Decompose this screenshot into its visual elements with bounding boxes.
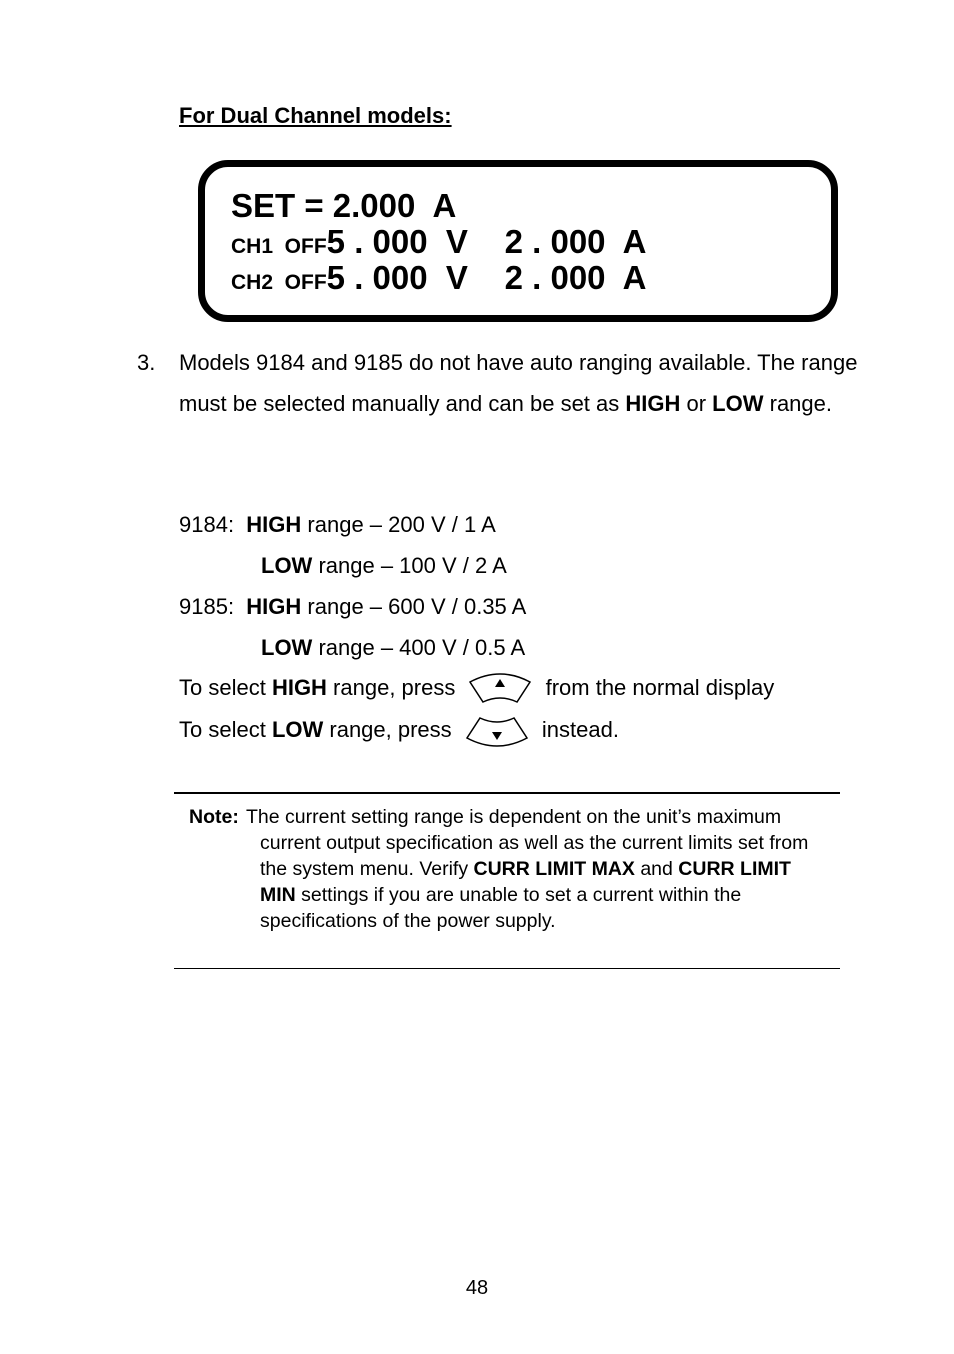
up-arrow-key-icon <box>467 672 533 706</box>
list-number: 3. <box>137 350 156 375</box>
note-box <box>174 792 840 969</box>
lcd-ch1-line <box>231 223 646 261</box>
lcd-ch2-line <box>231 259 646 297</box>
lcd-display <box>198 160 838 322</box>
page-number: 48 <box>465 1277 489 1299</box>
lcd-ch2-label: CH2 OFF <box>231 271 327 294</box>
range-9185-low: LOW range – 400 V / 0.5 A <box>261 635 526 660</box>
select-high-instruction: To select HIGH range, press from the normal display <box>179 672 774 706</box>
lcd-ch1-values: 5 . 000 V 2 . 000 A <box>326 223 647 260</box>
select-low-instruction: To select LOW range, press instead. <box>179 714 619 748</box>
note-body: The current setting range is dependent on the unit’s maximum current output specification as well as the current limits set from the system menu. Verify CURR LIMIT MAX and CURR LIMIT MIN settings if you are unable to set a current within the specifications of the power supply. <box>246 806 809 932</box>
down-arrow-key-icon <box>464 714 530 748</box>
section-heading: For Dual Channel models: <box>179 103 452 128</box>
item3-paragraph: Models 9184 and 9185 do not have auto ranging available. The range must be selected manually and can be set as HIGH or LOW range. <box>179 350 858 416</box>
lcd-ch2-values: 5 . 000 V 2 . 000 A <box>326 259 647 296</box>
note-label: Note: <box>189 806 239 828</box>
lcd-ch1-label: CH1 OFF <box>231 235 327 258</box>
note-text <box>189 804 824 934</box>
lcd-set-line: SET = 2.000 A <box>231 187 457 224</box>
range-9184-high: 9184: HIGH range – 200 V / 1 A <box>179 512 496 537</box>
range-9184-low: LOW range – 100 V / 2 A <box>261 553 507 578</box>
range-9185-high: 9185: HIGH range – 600 V / 0.35 A <box>179 594 527 619</box>
